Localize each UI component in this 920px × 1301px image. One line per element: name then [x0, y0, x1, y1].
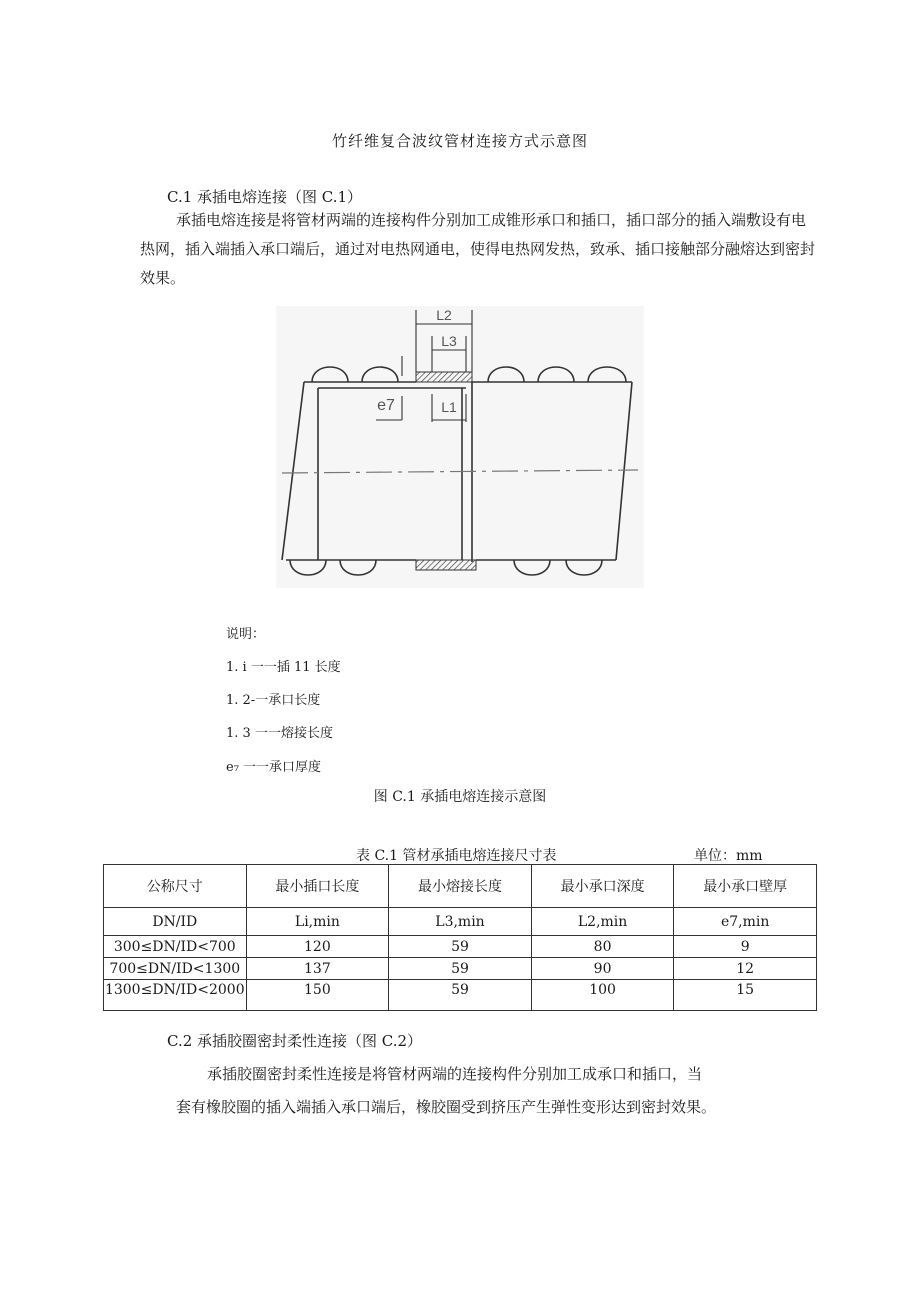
subheader-cell: L2,min — [531, 908, 674, 936]
table-row — [104, 936, 817, 958]
table-cell: 80 — [531, 936, 674, 958]
table-cell: 59 — [389, 980, 532, 1011]
table-cell: 59 — [389, 936, 532, 958]
table-unit: 单位：mm — [694, 848, 763, 864]
table-cell: 12 — [674, 958, 817, 980]
legend-item: 1. i 一一插 11 长度 — [226, 660, 341, 675]
table-cell: 150 — [246, 980, 389, 1011]
label-l3: L3 — [441, 333, 457, 349]
label-e7: e7 — [377, 397, 395, 414]
section-c2-line: 承插胶圈密封柔性连接是将管材两端的连接构件分别加工成承口和插口，当 — [207, 1065, 703, 1083]
subheader-cell: L3,min — [389, 908, 532, 936]
document-title: 竹纤维复合波纹管材连接方式示意图 — [331, 132, 588, 150]
figure-caption: 图 C.1 承插电熔连接示意图 — [373, 789, 547, 805]
table-header-row — [104, 865, 817, 908]
table-caption: 表 C.1 管材承插电熔连接尺寸表 — [356, 848, 557, 864]
figure-background — [276, 306, 644, 588]
section-c1-heading: C.1 承插电熔连接（图 C.1） — [167, 188, 363, 206]
table-cell: 9 — [674, 936, 817, 958]
table-cell: 59 — [389, 958, 532, 980]
table-row — [104, 980, 817, 1011]
header-cell: 最小插口长度 — [246, 865, 389, 908]
section-c1-paragraph: 承插电熔连接是将管材两端的连接构件分别加工成锥形承口和插口，插口部分的插入端敷设有电热网，插入端插入承口端后，通过对电热网通电，使得电热网发热，致承、插口接触部分融熔达到密封效果。 — [140, 211, 816, 287]
legend-item: 1. 2-一承口长度 — [226, 693, 321, 708]
table-cell: 137 — [246, 958, 389, 980]
header-cell: 公称尺寸 — [104, 865, 247, 908]
subheader-cell: e7,min — [674, 908, 817, 936]
subheader-cell: Li,min — [246, 908, 389, 936]
dimension-table — [103, 864, 817, 1011]
table-cell: 700≤DN/ID<1300 — [104, 958, 247, 980]
socket-hatch-bottom — [416, 560, 476, 570]
label-l2: L2 — [436, 307, 452, 323]
table-cell: 120 — [246, 936, 389, 958]
table-cell: 100 — [531, 980, 674, 1011]
pipe-joint-figure — [276, 306, 644, 588]
header-cell: 最小承口壁厚 — [674, 865, 817, 908]
label-l1: L1 — [441, 399, 457, 415]
table-row — [104, 958, 817, 980]
legend-item: 1. 3 一一熔接长度 — [226, 726, 333, 741]
table-cell: 15 — [674, 980, 817, 1011]
table-cell: 90 — [531, 958, 674, 980]
section-c2-heading: C.2 承插胶圈密封柔性连接（图 C.2） — [167, 1032, 423, 1050]
legend-item: e₇ 一一承口厚度 — [226, 760, 322, 775]
table-subheader-row — [104, 908, 817, 936]
header-cell: 最小熔接长度 — [389, 865, 532, 908]
socket-hatch-top — [416, 372, 472, 382]
section-c2-line: 套有橡胶圈的插入端插入承口端后，橡胶圈受到挤压产生弹性变形达到密封效果。 — [176, 1098, 717, 1116]
subheader-cell: DN/ID — [104, 908, 247, 936]
table-cell: 1300≤DN/ID<2000 — [104, 980, 247, 1011]
legend-title: 说明： — [226, 627, 266, 642]
table-cell: 300≤DN/ID<700 — [104, 936, 247, 958]
header-cell: 最小承口深度 — [531, 865, 674, 908]
